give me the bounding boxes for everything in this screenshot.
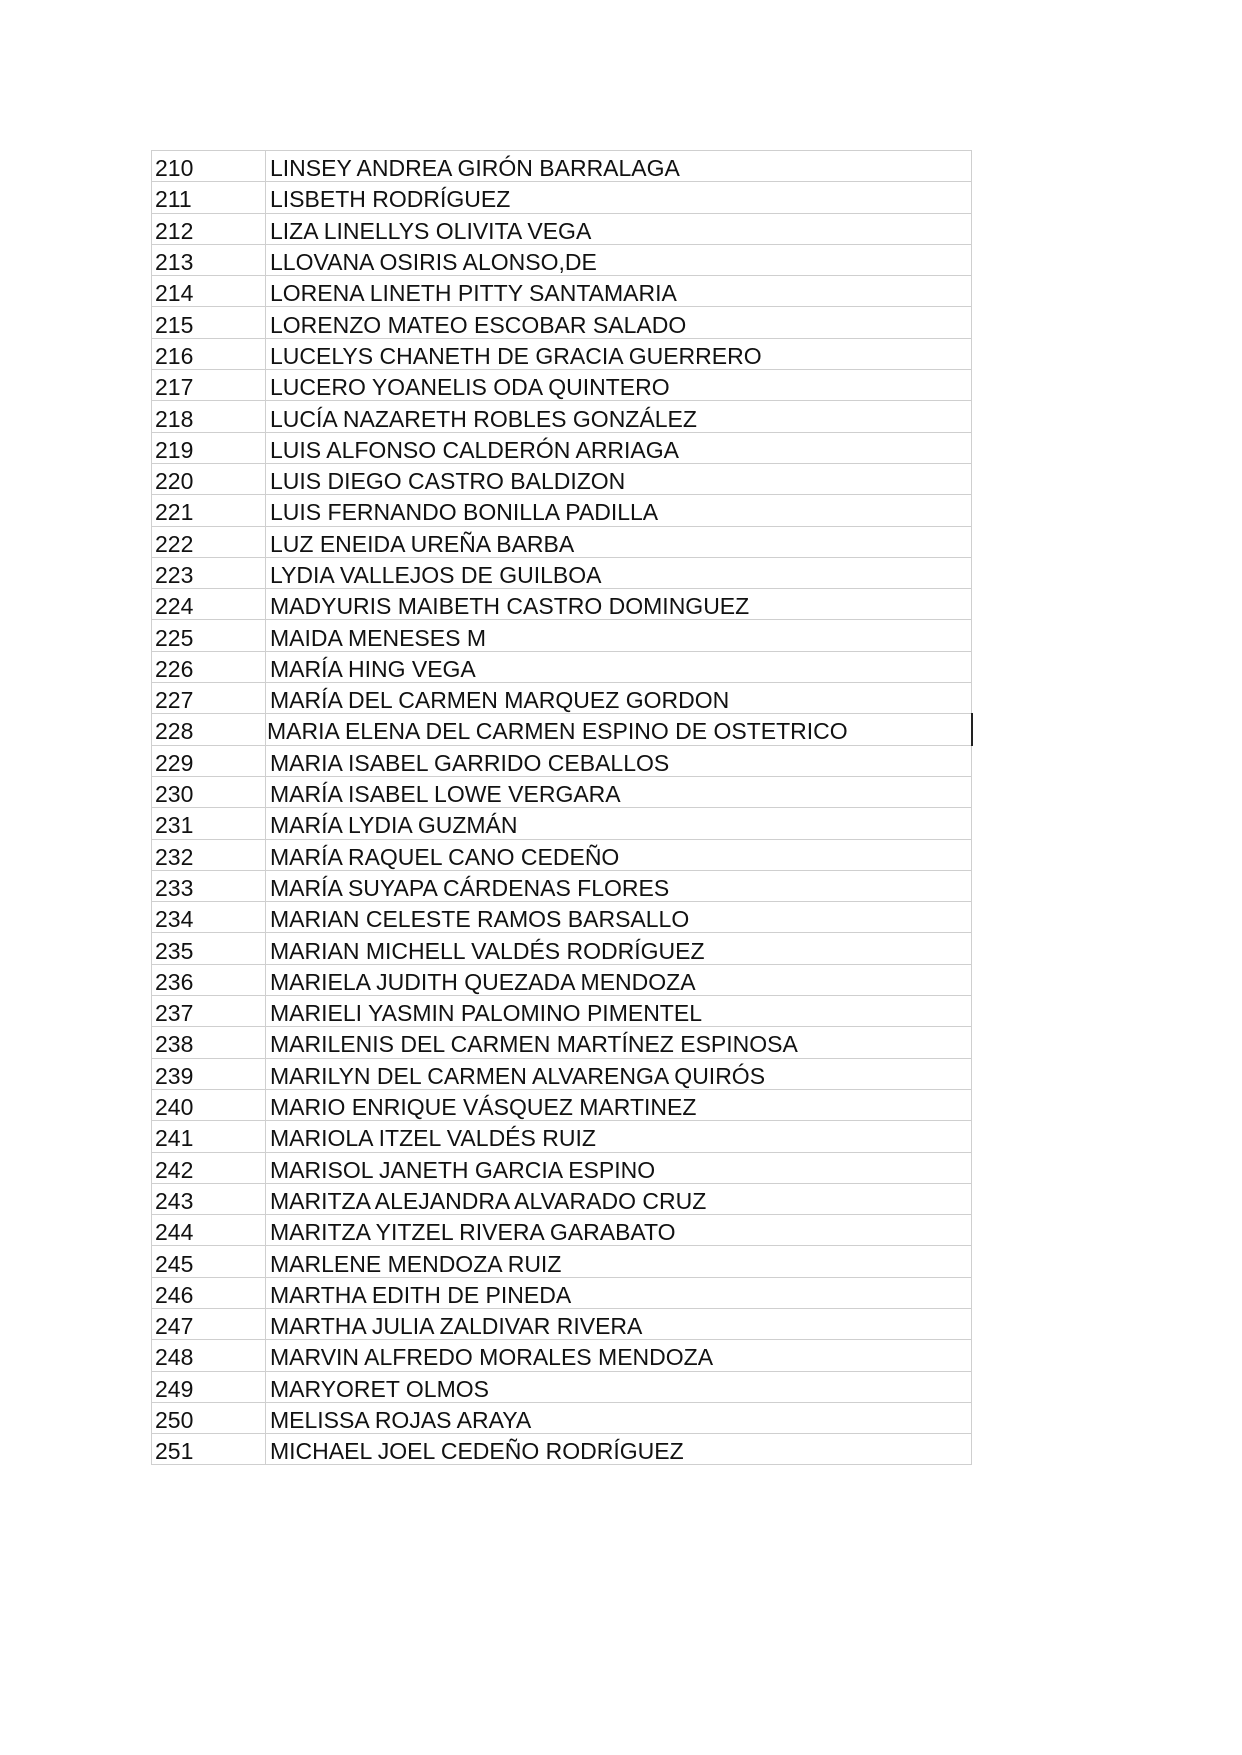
row-number-cell: 217 xyxy=(152,370,266,401)
row-name-cell: LUZ ENEIDA UREÑA BARBA xyxy=(266,526,972,557)
row-name-cell: MARÍA HING VEGA xyxy=(266,651,972,682)
table-row xyxy=(152,1183,972,1214)
row-name-cell: MELISSA ROJAS ARAYA xyxy=(266,1402,972,1433)
row-name-cell: MARIELA JUDITH QUEZADA MENDOZA xyxy=(266,964,972,995)
table-row xyxy=(152,1340,972,1371)
row-name-cell: MARÍA LYDIA GUZMÁN xyxy=(266,808,972,839)
row-name-cell: MARIOLA ITZEL VALDÉS RUIZ xyxy=(266,1121,972,1152)
row-name-cell: MARTHA EDITH DE PINEDA xyxy=(266,1277,972,1308)
row-number-cell: 235 xyxy=(152,933,266,964)
row-name-cell: LINSEY ANDREA GIRÓN BARRALAGA xyxy=(266,151,972,182)
row-number-cell: 248 xyxy=(152,1340,266,1371)
table-row xyxy=(152,151,972,182)
row-number-cell: 240 xyxy=(152,1089,266,1120)
row-name-cell: MARÍA RAQUEL CANO CEDEÑO xyxy=(266,839,972,870)
row-name-cell: LUIS DIEGO CASTRO BALDIZON xyxy=(266,463,972,494)
table-row xyxy=(152,1121,972,1152)
table-row xyxy=(152,776,972,807)
row-number-cell: 233 xyxy=(152,870,266,901)
row-number-cell: 227 xyxy=(152,683,266,714)
row-name-cell: LUIS ALFONSO CALDERÓN ARRIAGA xyxy=(266,432,972,463)
table-row xyxy=(152,1027,972,1058)
table-row xyxy=(152,902,972,933)
row-name-cell: MARISOL JANETH GARCIA ESPINO xyxy=(266,1152,972,1183)
row-name-cell: MADYURIS MAIBETH CASTRO DOMINGUEZ xyxy=(266,589,972,620)
table-row xyxy=(152,964,972,995)
table-row xyxy=(152,307,972,338)
row-number-cell: 232 xyxy=(152,839,266,870)
row-number-cell: 219 xyxy=(152,432,266,463)
row-name-cell: MARIA ELENA DEL CARMEN ESPINO DE OSTETRICO xyxy=(266,714,972,745)
table-row xyxy=(152,808,972,839)
table-row xyxy=(152,1089,972,1120)
table-row xyxy=(152,1371,972,1402)
table-row xyxy=(152,401,972,432)
row-number-cell: 244 xyxy=(152,1215,266,1246)
row-number-cell: 213 xyxy=(152,244,266,275)
table-row xyxy=(152,463,972,494)
row-name-cell: MARIAN MICHELL VALDÉS RODRÍGUEZ xyxy=(266,933,972,964)
row-number-cell: 237 xyxy=(152,996,266,1027)
row-number-cell: 231 xyxy=(152,808,266,839)
row-name-cell: MARIA ISABEL GARRIDO CEBALLOS xyxy=(266,745,972,776)
table-row xyxy=(152,620,972,651)
table-row xyxy=(152,714,972,745)
table-row xyxy=(152,1277,972,1308)
table-row xyxy=(152,495,972,526)
row-name-cell: LUCELYS CHANETH DE GRACIA GUERRERO xyxy=(266,338,972,369)
row-number-cell: 222 xyxy=(152,526,266,557)
row-name-cell: MARTHA JULIA ZALDIVAR RIVERA xyxy=(266,1308,972,1339)
row-name-cell: LUIS FERNANDO BONILLA PADILLA xyxy=(266,495,972,526)
row-name-cell: MICHAEL JOEL CEDEÑO RODRÍGUEZ xyxy=(266,1434,972,1465)
row-number-cell: 251 xyxy=(152,1434,266,1465)
table-row xyxy=(152,526,972,557)
table-row xyxy=(152,213,972,244)
row-number-cell: 247 xyxy=(152,1308,266,1339)
row-number-cell: 215 xyxy=(152,307,266,338)
row-number-cell: 214 xyxy=(152,276,266,307)
row-name-cell: LYDIA VALLEJOS DE GUILBOA xyxy=(266,557,972,588)
table-row xyxy=(152,370,972,401)
table-row xyxy=(152,432,972,463)
row-number-cell: 212 xyxy=(152,213,266,244)
row-name-cell: MARÍA SUYAPA CÁRDENAS FLORES xyxy=(266,870,972,901)
row-number-cell: 238 xyxy=(152,1027,266,1058)
row-number-cell: 211 xyxy=(152,182,266,213)
table-row xyxy=(152,839,972,870)
row-name-cell: MAIDA MENESES M xyxy=(266,620,972,651)
row-name-cell: MARÍA DEL CARMEN MARQUEZ GORDON xyxy=(266,683,972,714)
row-number-cell: 210 xyxy=(152,151,266,182)
table-row xyxy=(152,683,972,714)
row-name-cell: MARÍA ISABEL LOWE VERGARA xyxy=(266,776,972,807)
table-row xyxy=(152,1308,972,1339)
row-number-cell: 216 xyxy=(152,338,266,369)
table-row xyxy=(152,1434,972,1465)
row-name-cell: MARIO ENRIQUE VÁSQUEZ MARTINEZ xyxy=(266,1089,972,1120)
names-table xyxy=(151,150,973,1465)
row-name-cell: MARIAN CELESTE RAMOS BARSALLO xyxy=(266,902,972,933)
row-number-cell: 236 xyxy=(152,964,266,995)
row-name-cell: LORENA LINETH PITTY SANTAMARIA xyxy=(266,276,972,307)
row-number-cell: 228 xyxy=(152,714,266,745)
row-number-cell: 245 xyxy=(152,1246,266,1277)
row-name-cell: LUCERO YOANELIS ODA QUINTERO xyxy=(266,370,972,401)
row-name-cell: MARLENE MENDOZA RUIZ xyxy=(266,1246,972,1277)
table-row xyxy=(152,182,972,213)
table-row xyxy=(152,589,972,620)
row-name-cell: LIZA LINELLYS OLIVITA VEGA xyxy=(266,213,972,244)
row-name-cell: MARIELI YASMIN PALOMINO PIMENTEL xyxy=(266,996,972,1027)
row-number-cell: 239 xyxy=(152,1058,266,1089)
table-row xyxy=(152,933,972,964)
table-row xyxy=(152,1152,972,1183)
row-name-cell: LLOVANA OSIRIS ALONSO,DE xyxy=(266,244,972,275)
table-row xyxy=(152,870,972,901)
row-number-cell: 220 xyxy=(152,463,266,494)
row-number-cell: 230 xyxy=(152,776,266,807)
row-number-cell: 242 xyxy=(152,1152,266,1183)
row-number-cell: 246 xyxy=(152,1277,266,1308)
row-number-cell: 224 xyxy=(152,589,266,620)
row-number-cell: 249 xyxy=(152,1371,266,1402)
table-row xyxy=(152,244,972,275)
row-name-cell: MARILENIS DEL CARMEN MARTÍNEZ ESPINOSA xyxy=(266,1027,972,1058)
row-number-cell: 225 xyxy=(152,620,266,651)
row-name-cell: MARITZA ALEJANDRA ALVARADO CRUZ xyxy=(266,1183,972,1214)
table-row xyxy=(152,1058,972,1089)
row-name-cell: LORENZO MATEO ESCOBAR SALADO xyxy=(266,307,972,338)
table-row xyxy=(152,557,972,588)
table-row xyxy=(152,276,972,307)
row-name-cell: LISBETH RODRÍGUEZ xyxy=(266,182,972,213)
row-number-cell: 234 xyxy=(152,902,266,933)
names-table-body xyxy=(152,151,972,1465)
table-row xyxy=(152,338,972,369)
row-name-cell: MARVIN ALFREDO MORALES MENDOZA xyxy=(266,1340,972,1371)
row-name-cell: MARITZA YITZEL RIVERA GARABATO xyxy=(266,1215,972,1246)
row-number-cell: 243 xyxy=(152,1183,266,1214)
row-number-cell: 226 xyxy=(152,651,266,682)
row-number-cell: 241 xyxy=(152,1121,266,1152)
table-row xyxy=(152,1402,972,1433)
row-number-cell: 250 xyxy=(152,1402,266,1433)
table-row xyxy=(152,996,972,1027)
row-name-cell: MARILYN DEL CARMEN ALVARENGA QUIRÓS xyxy=(266,1058,972,1089)
table-row xyxy=(152,1215,972,1246)
table-row xyxy=(152,1246,972,1277)
row-name-cell: MARYORET OLMOS xyxy=(266,1371,972,1402)
row-name-cell: LUCÍA NAZARETH ROBLES GONZÁLEZ xyxy=(266,401,972,432)
table-row xyxy=(152,651,972,682)
row-number-cell: 223 xyxy=(152,557,266,588)
row-number-cell: 229 xyxy=(152,745,266,776)
row-number-cell: 221 xyxy=(152,495,266,526)
table-row xyxy=(152,745,972,776)
row-number-cell: 218 xyxy=(152,401,266,432)
